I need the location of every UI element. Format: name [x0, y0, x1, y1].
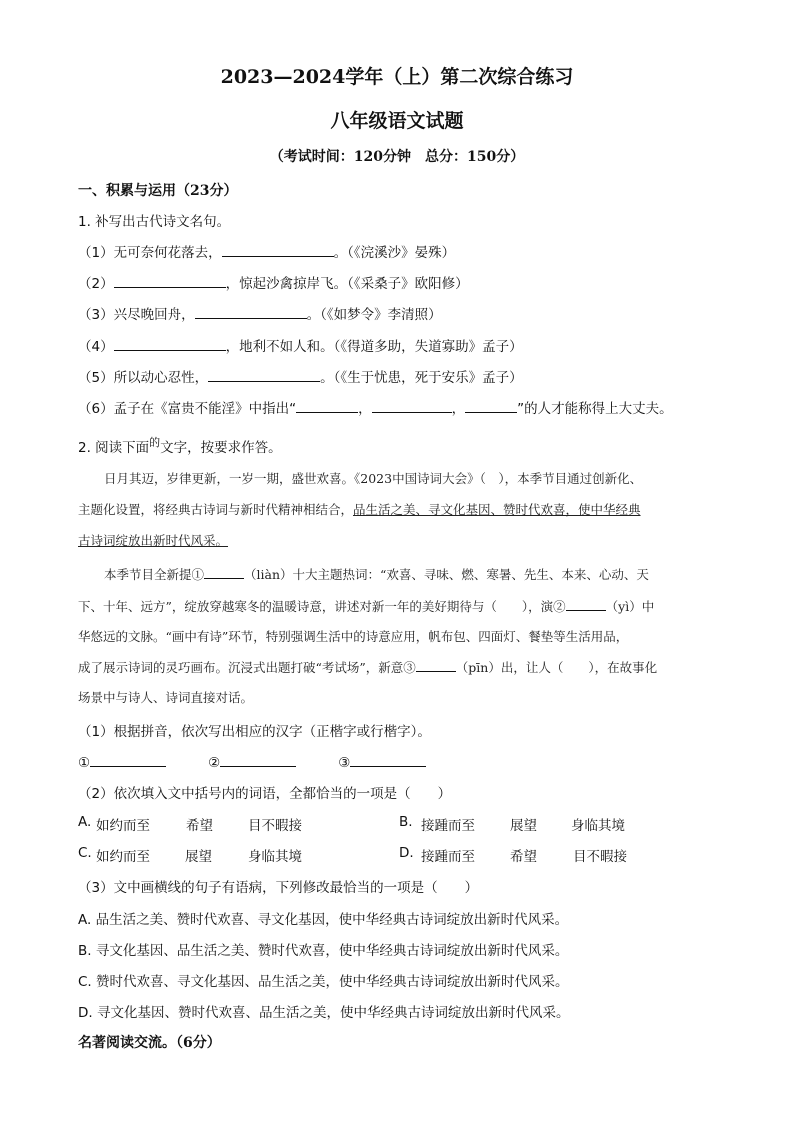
answer-blank[interactable] — [195, 304, 307, 319]
subquestion-1: （1）根据拼音，依次写出相应的汉字（正楷字或行楷字）。 — [78, 724, 431, 740]
pinyin-blank-1[interactable] — [204, 564, 244, 579]
passage-p1-line2: 主题化设置，将经典古诗词与新时代精神相结合，品生活之美、寻文化基因、赞时代欢喜，使中华经典 — [78, 502, 641, 517]
q1-item-4: （4） ，地利不如人和。（《得道多助，失道寡助》孟子） — [78, 335, 523, 355]
passage-p2-line4: 成了展示诗词的灵巧画布。沉浸式出题打破“考试场”，新意③ （pīn）出，让人（ ），在故事化 — [78, 657, 657, 676]
answer-blank[interactable] — [114, 273, 226, 288]
subquestion-1-answers: ① ② ③ — [78, 752, 426, 771]
passage-p2-line1: 本季节目全新提① （liàn）十大主题热词：“欢喜、寻味、燃、寒暑、先生、本来、心动、天 — [104, 564, 649, 583]
q1-item-2: （2） ，惊起沙禽掠岸飞。（《采桑子》欧阳修） — [78, 272, 469, 292]
q1-item-1: （1）无可奈何花落去， 。（《浣溪沙》晏殊） — [78, 241, 455, 261]
pinyin-blank-2[interactable] — [566, 596, 606, 611]
answer-blank[interactable] — [296, 398, 358, 413]
sub3-option-D[interactable]: D. 寻文化基因、赞时代欢喜、品生活之美，使中华经典古诗词绽放出新时代风采。 — [78, 1005, 570, 1021]
answer-blank[interactable] — [220, 752, 296, 767]
option-B[interactable]: B. 接踵而至 展望 身临其境 — [399, 814, 625, 834]
passage-p2-line3: 华悠远的文脉。“画中有诗”环节，特别强调生活中的诗意应用，帆布包、四面灯、餐垫等生活用品， — [78, 629, 629, 644]
answer-blank[interactable] — [114, 336, 226, 351]
answer-blank[interactable] — [350, 752, 426, 767]
section-2-heading: 名著阅读交流。（6分） — [78, 1035, 221, 1051]
answer-blank[interactable] — [372, 398, 452, 413]
sub3-option-B[interactable]: B. 寻文化基因、品生活之美、赞时代欢喜，使中华经典古诗词绽放出新时代风采。 — [78, 943, 569, 959]
passage-p1-line1: 日月其迈，岁律更新，一岁一期，盛世欢喜。《2023中国诗词大会》（ ），本季节目通过创新化、 — [104, 471, 643, 486]
answer-blank[interactable] — [208, 367, 320, 382]
pinyin-blank-3[interactable] — [416, 657, 456, 672]
question-1-stem: 1. 补写出古代诗文名句。 — [78, 214, 231, 230]
section-heading: 一、积累与运用（23分） — [78, 183, 238, 199]
passage-p2-line5: 场景中与诗人、诗词直接对话。 — [78, 690, 254, 705]
subquestion-2: （2）依次填入文中括号内的词语，全都恰当的一项是（ ） — [78, 786, 452, 802]
answer-blank[interactable] — [222, 242, 334, 257]
exam-title: 2023—2024学年（上）第二次综合练习 — [220, 66, 574, 88]
option-A[interactable]: A. 如约而至 希望 目不暇接 — [78, 814, 302, 834]
sub3-option-A[interactable]: A. 品生活之美、赞时代欢喜、寻文化基因，使中华经典古诗词绽放出新时代风采。 — [78, 912, 569, 928]
option-D[interactable]: D. 接踵而至 希望 目不暇接 — [399, 845, 627, 865]
subquestion-3: （3）文中画横线的句子有语病，下列修改最恰当的一项是（ ） — [78, 880, 479, 896]
underlined-sentence-cont: 古诗词绽放出新时代风采。 — [78, 533, 229, 548]
option-C[interactable]: C. 如约而至 展望 身临其境 — [78, 845, 302, 865]
exam-subtitle: 八年级语文试题 — [330, 110, 464, 132]
q1-item-6: （6）孟子在《富贵不能淫》中指出“ ， ， ”的人才能称得上大丈夫。 — [78, 397, 673, 417]
answer-blank[interactable] — [90, 752, 166, 767]
q1-item-5: （5）所以动心忍性， 。（《生于忧患，死于安乐》孟子） — [78, 366, 523, 386]
answer-blank[interactable] — [465, 398, 517, 413]
passage-p2-line2: 下、十年、远方”，绽放穿越寒冬的温暖诗意，讲述对新一年的美好期待与（ ），演② （yì）中 — [78, 596, 654, 615]
sub3-option-C[interactable]: C. 赞时代欢喜、寻文化基因、品生活之美，使中华经典古诗词绽放出新时代风采。 — [78, 974, 569, 990]
exam-info: （考试时间：120分钟 总分：150分） — [269, 149, 525, 165]
underlined-sentence: 品生活之美、寻文化基因、赞时代欢喜，使中华经典 — [353, 502, 641, 517]
q1-item-3: （3）兴尽晚回舟， 。（《如梦令》李清照） — [78, 303, 442, 323]
question-2-stem: 2. 阅读下面$^的$文字，按要求作答。 — [78, 436, 282, 456]
